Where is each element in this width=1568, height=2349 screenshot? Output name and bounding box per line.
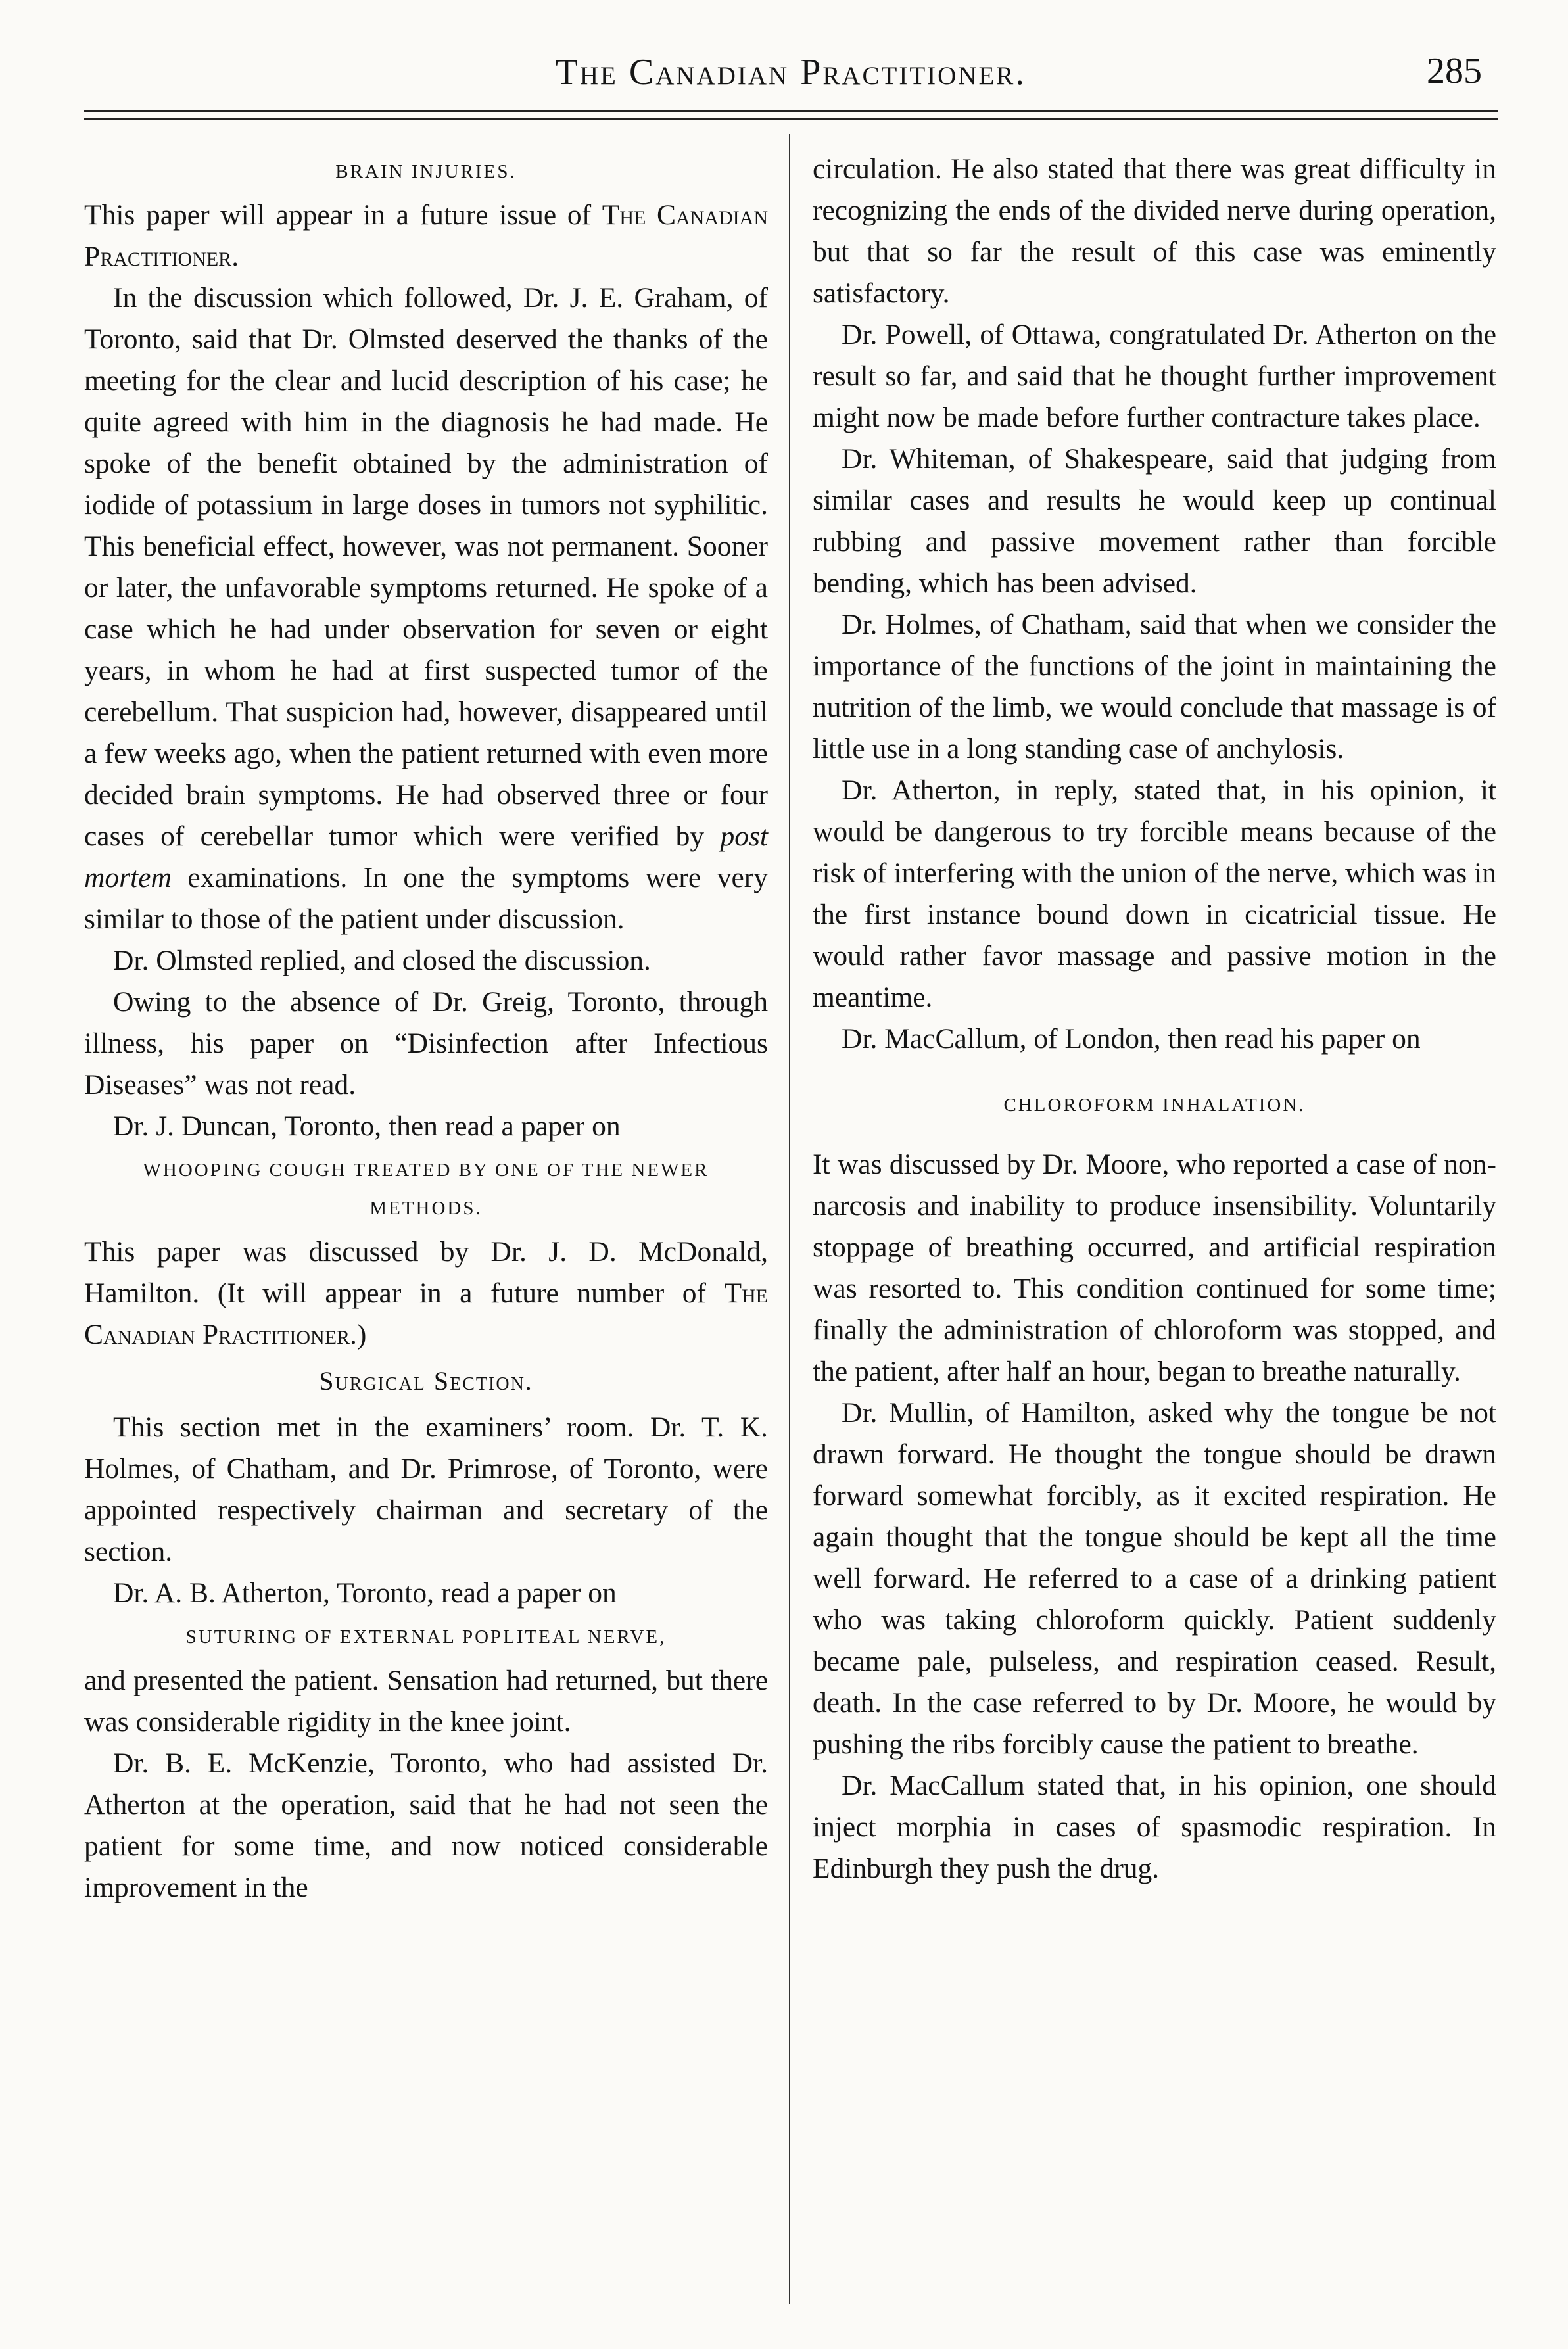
text-run: This paper will appear in a future issue of bbox=[84, 199, 602, 231]
column-divider bbox=[789, 134, 790, 2304]
paragraph: Dr. MacCallum stated that, in his opinion, one should inject morphia in cases of spasmodic respiration. In Edinburgh they push the drug. bbox=[813, 1770, 1496, 1884]
paragraph: and presented the patient. Sensation had returned, but there was considerable rigidity in the knee joint. bbox=[84, 1665, 768, 1738]
running-title: The Canadian Practitioner. bbox=[555, 52, 1027, 93]
header-rule-thin bbox=[84, 118, 1498, 120]
heading-whooping-cough: WHOOPING COUGH TREATED BY ONE OF THE NEWER METHODS. bbox=[143, 1160, 709, 1219]
text-run: . bbox=[231, 241, 239, 272]
text-run: .) bbox=[350, 1319, 367, 1350]
heading-suturing: SUTURING OF EXTERNAL POPLITEAL NERVE, bbox=[185, 1626, 667, 1648]
section-title-surgical: Surgical Section. bbox=[319, 1366, 533, 1396]
left-column bbox=[84, 149, 768, 1909]
heading-chloroform: CHLOROFORM INHALATION. bbox=[1003, 1095, 1306, 1116]
header-rule-thick bbox=[84, 110, 1498, 112]
paragraph: It was discussed by Dr. Moore, who reported a case of non-narcosis and inability to produce insensibility. Voluntarily stoppage of breathing occurred, and artificial respiration was resorted to. This condition continued for some time; finally the administration of chloroform was stopped, and the patient, after half an hour, began to breathe naturally. bbox=[813, 1149, 1496, 1387]
paragraph bbox=[84, 277, 768, 940]
page-number: 285 bbox=[1427, 51, 1482, 91]
paragraph: Dr. Whiteman, of Shakespeare, said that judging from similar cases and results he would keep up continual rubbing and passive movement rather than forcible bending, which has been advised. bbox=[813, 443, 1496, 599]
paragraph: This section met in the examiners’ room. Dr. T. K. Holmes, of Chatham, and Dr. Primrose, of Toronto, were appointed respectively chairman and secretary of the section. bbox=[84, 1412, 768, 1567]
right-column bbox=[813, 149, 1496, 1889]
paragraph: Dr. Powell, of Ottawa, congratulated Dr. Atherton on the result so far, and said that he thought further improvement might now be made before further contracture takes place. bbox=[813, 319, 1496, 433]
paragraph: Dr. J. Duncan, Toronto, then read a paper on bbox=[113, 1110, 621, 1142]
paragraph: Dr. Atherton, in reply, stated that, in his opinion, it would be dangerous to try forcible means because of the risk of interfering with the union of the nerve, which was in the first instance bound down in cicatricial tissue. He would rather favor massage and passive motion in the meantime. bbox=[813, 774, 1496, 1013]
text-run: In the discussion which followed, Dr. J. E. Graham, of Toronto, said that Dr. Olmsted deserved the thanks of the meeting for the clear and lucid description of his case; he quite agreed with him in the diagnosis he had made. He spoke of the benefit obtained by the administration of iodide of potassium in large doses in tumors not syphilitic. This beneficial effect, however, was not permanent. Sooner or later, the unfavorable symptoms returned. He spoke of a case which he had under observation for seven or eight years, in whom he had at first suspected tumor of the cerebellum. That suspicion had, however, disappeared until a few weeks ago, when the patient returned with even more decided brain symptoms. He had observed three or four cases of cerebellar tumor which were verified by bbox=[84, 282, 768, 852]
paragraph bbox=[84, 1231, 768, 1356]
paragraph: Dr. B. E. McKenzie, Toronto, who had assisted Dr. Atherton at the operation, said that he had not seen the patient for some time, and now noticed considerable improvement in the bbox=[84, 1747, 768, 1903]
page-header bbox=[84, 34, 1498, 107]
paragraph: Dr. A. B. Atherton, Toronto, read a paper on bbox=[113, 1577, 617, 1609]
journal-name: The Canadian Practitioner bbox=[84, 199, 768, 272]
journal-name: The Canadian Practitioner bbox=[84, 1277, 768, 1350]
paragraph: circulation. He also stated that there was great difficulty in recognizing the ends of the divided nerve during operation, but that so far the result of this case was eminently satisfactory. bbox=[813, 153, 1496, 309]
paragraph bbox=[84, 195, 768, 277]
text-run: examinations. In one the symptoms were very similar to those of the patient under discussion. bbox=[84, 862, 768, 935]
paragraph: Dr. MacCallum, of London, then read his paper on bbox=[842, 1023, 1421, 1055]
italic-phrase: post mortem bbox=[84, 820, 768, 893]
paragraph: Owing to the absence of Dr. Greig, Toronto, through illness, his paper on “Disinfection after Infectious Diseases” was not read. bbox=[84, 986, 768, 1101]
paragraph: Dr. Holmes, of Chatham, said that when we consider the importance of the functions of the joint in maintaining the nutrition of the limb, we would conclude that massage is of little use in a long standing case of anchylosis. bbox=[813, 609, 1496, 765]
text-run: This paper was discussed by Dr. J. D. McDonald, Hamilton. (It will appear in a future number of bbox=[84, 1236, 768, 1309]
heading-brain-injuries: BRAIN INJURIES. bbox=[335, 161, 517, 182]
paragraph: Dr. Mullin, of Hamilton, asked why the tongue be not drawn forward. He thought the tongue should be drawn forward somewhat forcibly, as it excited respiration. He again thought that the tongue should be kept all the time well forward. He referred to a case of a drinking patient who was taking chloroform quickly. Patient suddenly became pale, pulseless, and respiration ceased. Result, death. In the case referred to by Dr. Moore, he would by pushing the ribs forcibly cause the patient to breathe. bbox=[813, 1397, 1496, 1760]
paragraph: Dr. Olmsted replied, and closed the discussion. bbox=[113, 945, 651, 976]
